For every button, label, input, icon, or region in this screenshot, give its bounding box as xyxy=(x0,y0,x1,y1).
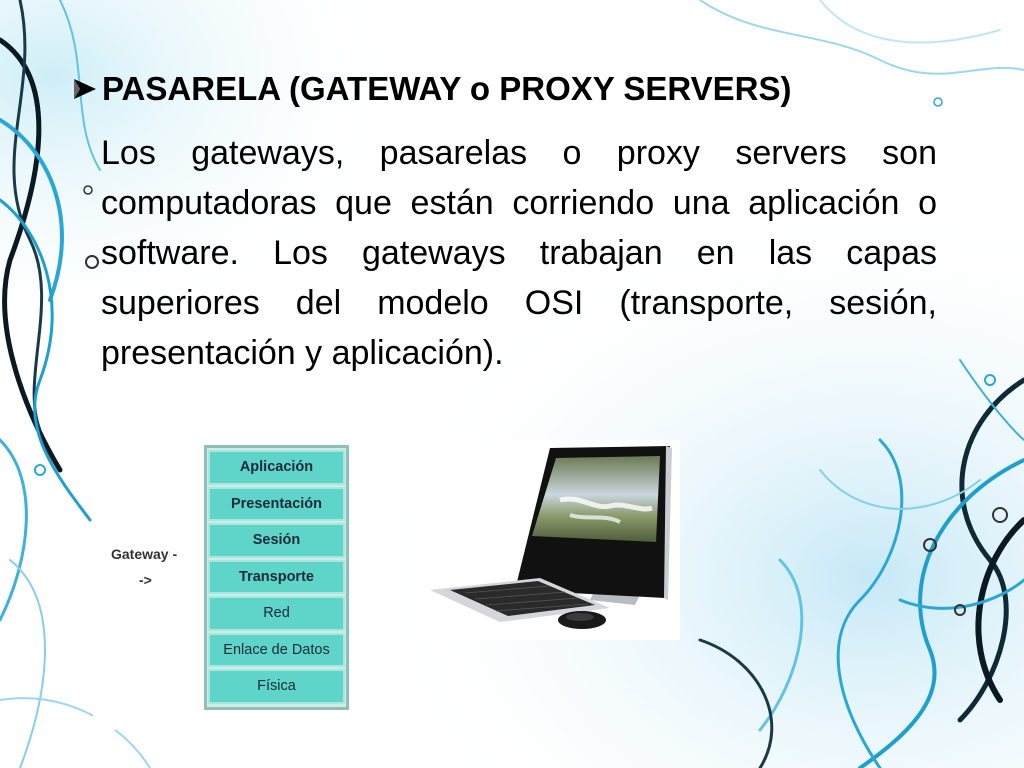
all-in-one-computer-icon xyxy=(420,440,680,640)
osi-layer-presentacion: Presentación xyxy=(208,487,345,522)
slide-body-paragraph: Los gateways, pasarelas o proxy servers son computadoras que están corriendo una aplicación o software. Los gateways trabajan en las capas superiores del modelo OSI (transporte, sesión, presentación y aplicación). xyxy=(101,134,937,372)
gateway-label-line1: Gateway - xyxy=(111,546,178,562)
osi-layer-fisica: Física xyxy=(208,669,345,704)
osi-model-diagram xyxy=(93,445,348,730)
gateway-label xyxy=(111,541,177,593)
osi-layer-red: Red xyxy=(208,596,345,631)
osi-layer-transporte: Transporte xyxy=(208,560,345,595)
osi-layer-aplicacion: Aplicación xyxy=(208,450,345,485)
gateway-label-line2: -> xyxy=(139,572,152,588)
osi-layer-sesion: Sesión xyxy=(208,523,345,558)
osi-layer-stack xyxy=(204,445,349,710)
arrow-bullet-icon xyxy=(72,76,98,102)
slide-heading xyxy=(72,70,972,108)
osi-layer-enlace-de-datos: Enlace de Datos xyxy=(208,633,345,668)
heading-text: PASARELA (GATEWAY o PROXY SERVERS) xyxy=(102,70,792,107)
